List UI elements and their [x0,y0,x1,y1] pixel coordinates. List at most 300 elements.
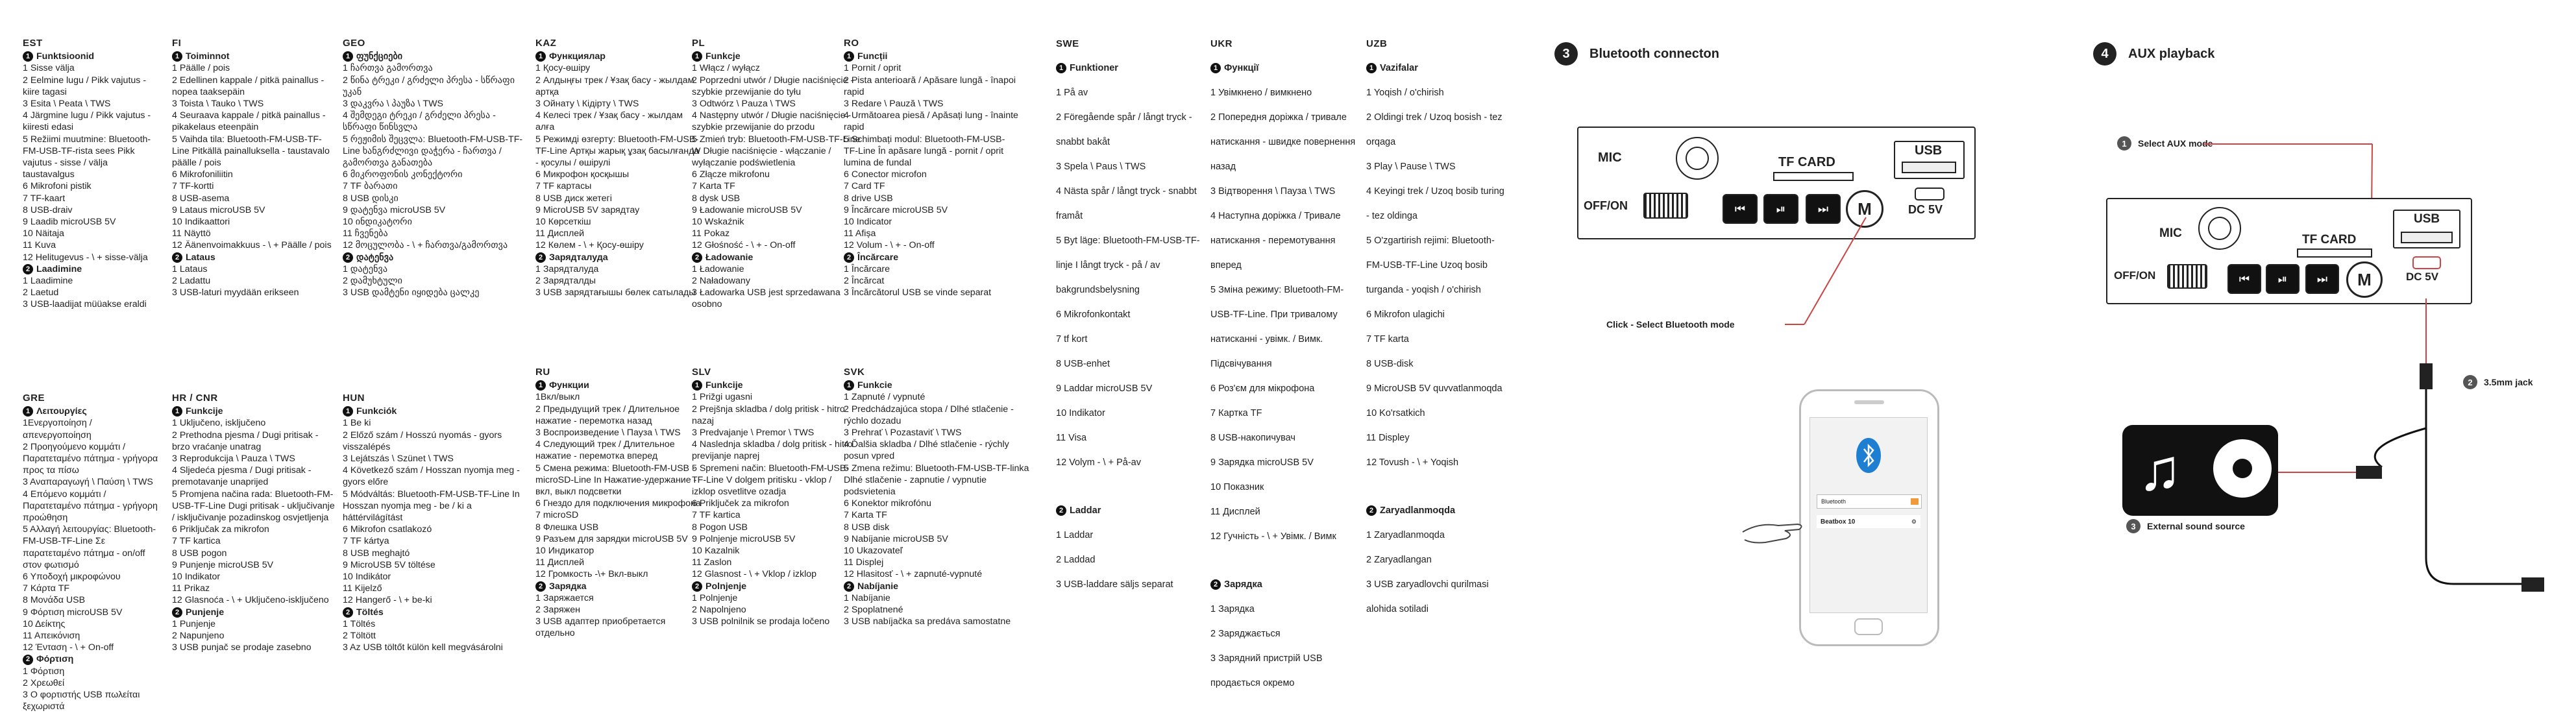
list-item: 12 Hlasitosť - \ + zapnuté-vypnuté [844,569,983,580]
list-item: 6 Микрофон қосқышы [535,169,630,180]
language-column [535,38,704,298]
section-heading [172,51,334,62]
list-item: 7 microSD [535,510,579,521]
section-number: 1 [692,380,702,391]
list-item: 11 ჩვენება [343,228,388,239]
list-item: 9 MicroUSB 5V quvvatlanmoqda [1366,383,1503,394]
list-item: 8 USB-накопичувач [1210,433,1295,443]
language-code: HR / CNR [172,393,218,404]
list-item: 7 TF ბარათი [343,181,398,192]
list-item: 2 Laetud [23,287,59,298]
list-item: 9 Laadib microUSB 5V [23,217,116,228]
list-item: 2 Χρεωθεί [23,677,65,688]
section-heading [23,51,159,62]
list-item: 1 Φόρτιση [23,666,65,677]
list-item: 10 Wskaźnik [692,217,744,228]
language-code: UKR [1210,38,1233,49]
section-title: Funkcije [705,380,743,391]
list-item: 1 Yoqish / o'chirish [1366,88,1444,98]
phone [1799,389,1939,646]
list-item: 2 Предыдущий трек / Длительное нажатие - перемотка назад [535,404,680,426]
list-item: 9 Ładowanie microUSB 5V [692,204,802,215]
list-item: 3 Αναπαραγωγή \ Παύση \ TWS [23,477,153,488]
section-number: 1 [23,406,33,417]
list-item: 2 Zaryadlangan [1366,555,1432,565]
language-column [692,367,854,627]
list-item: 3 USB polnilnik se prodaja ločeno [692,616,830,627]
list-item: 6 Mikrofon ulagichi [1366,309,1445,320]
list-item: 4 Nästa spår / långt tryck - snabbt framåt [1056,186,1197,221]
section-number: 2 [343,252,353,263]
usb-port [1902,162,1956,173]
next-button[interactable]: ⏭ [1806,194,1841,224]
section-number: 2 [1210,579,1221,590]
list-item: 6 Konektor mikrofónu [844,498,931,509]
list-item: 10 Показник [1210,482,1264,492]
list-item: 3 Reprodukcija \ Pauza \ TWS [172,454,295,465]
list-item: 3 Încărcătorul USB se vinde separat [844,287,992,298]
toggle-icon [1911,498,1919,505]
section-title: Ładowanie [705,252,754,263]
list-item: 11 Näyttö [172,228,211,239]
section-title: Töltés [356,607,384,618]
power-switch[interactable] [2167,264,2207,289]
section-title: Зарядка [549,581,587,592]
section-title: Funktsioonid [36,51,95,62]
language-code: UZB [1366,38,1388,49]
list-item: 2 Заряжен [535,605,580,616]
list-item: 7 Card TF [844,181,885,192]
usb-label: USB [1915,143,1943,158]
list-item: 2 Előző szám / Hosszú nyomás - gyors visszalépés [343,430,502,452]
bluetooth-toggle-row[interactable] [1817,494,1922,509]
section-title: Funkcje [705,51,741,62]
list-item: 9 MicroUSB 5V зарядтау [535,204,640,215]
list-item: 2 Spoplatnené [844,605,903,616]
list-item: 2 Prethodna pjesma / Dugi pritisak - brzo vraćanje unatrag [172,430,319,452]
list-item: 6 Гнездо для подключения микрофона [535,498,701,509]
annotation-number: 1 [2117,136,2131,151]
list-item: 9 Φόρτιση microUSB 5V [23,607,123,618]
section-number: 2 [23,264,33,274]
aux-annotation-3 [2126,519,2245,533]
list-item: 1 Zapnuté / vypnuté [844,392,926,403]
section-title: Функції [1224,63,1259,73]
section-title: დატენვა [356,252,394,263]
list-item: 11 Απεικόνιση [23,631,80,642]
mic-jack-inner [1686,147,1709,170]
section-heading [844,380,1032,391]
bluetooth-icon [1856,437,1882,474]
section-heading [692,51,861,62]
list-item: 4 Sljedeća pjesma / Dugi pritisak - premotavanje unaprijed [172,465,312,488]
list-item: 11 Prikaz [172,583,210,594]
list-item: 1 Laadimine [23,276,73,287]
list-item: 7 tf kort [1056,334,1088,345]
language-code: EST [23,38,43,49]
list-item: 11 Дисплей [1210,507,1260,517]
language-column [172,393,337,653]
list-item: 1 Zaryadlanmoqda [1366,530,1445,540]
tf-slot [1773,172,1854,181]
language-column [23,393,159,712]
list-item: 4 Следующий трек / Длительное нажатие - перемотка вперед [535,439,675,462]
list-item: 3 Lejátszás \ Szünet \ TWS [343,454,454,465]
section-heading [844,581,1032,592]
section-title: Funcții [857,51,888,62]
language-column [692,38,861,311]
list-item: 2 Poprzedni utwór / Długie naciśnięcie - szybkie przewijanie do tyłu [692,75,854,97]
list-item: 1 Ładowanie [692,263,744,274]
list-item: 1 På av [1056,88,1088,98]
aux-annotation-2 [2463,375,2533,389]
dc-label: DC 5V [1908,203,1943,216]
list-item: 3 USB зарядтағышы бөлек сатылады [535,287,696,298]
section-heading [343,405,524,417]
list-item: 3 დაკვრა \ პაუზა \ TWS [343,99,443,110]
section-heading [23,405,159,417]
list-item: 7 TF-kaart [23,193,66,204]
list-item: 5 Promjena načina rada: Bluetooth-FM-USB-TF-Line Dugi pritisak - uključivanje / isključivanje pozadinskog osvjetljenja [172,489,335,524]
list-item: 12 Volum - \ + - On-off [844,240,935,251]
spacer [1366,475,1509,493]
list-item: 3 Ойнату \ Кідірту \ TWS [535,99,639,110]
list-item: 8 USB-enhet [1056,359,1110,369]
section-number: 1 [844,380,854,391]
section-heading [1056,498,1205,523]
list-item: 1 Uključeno, isključeno [172,418,266,429]
section-title: Toiminnot [186,51,230,62]
list-item: 4 Seuraava kappale / pitkä painallus - pikakelaus eteenpäin [172,110,326,133]
list-item: 1 Päälle / pois [172,63,230,74]
language-column [1210,38,1360,696]
list-item: 8 Μονάδα USB [23,595,86,606]
list-item: 4 შემდეგი ტრეკი / გრძელი პრესა - სწრაფი წინსვლა [343,110,496,133]
list-item: 4 Următoarea piesă / Apăsați lung - înainte rapid [844,110,1018,133]
settings-icon: ⚙ [1911,518,1917,525]
list-item: 8 USB-asema [172,193,230,204]
section-title: Lataus [186,252,215,263]
section-heading [844,51,1019,62]
section-number: 1 [23,51,33,62]
list-item: 2 Naładowany [692,276,750,287]
next-button[interactable]: ⏭ [2305,264,2339,294]
list-item: 4 Keyingi trek / Uzoq bosib turing - tez oldinga [1366,186,1504,221]
home-button[interactable] [1854,618,1883,635]
list-item: 1 Sisse välja [23,63,75,74]
section-number: 2 [1366,505,1377,516]
list-item: 12 Volym - \ + På-av [1056,457,1141,468]
list-item: 1 Зарядталуда [535,263,599,274]
list-item: 6 Mikrofonkontakt [1056,309,1131,320]
prev-button[interactable]: ⏮ [2227,264,2261,294]
list-item: 12 Ένταση - \ + On-off [23,642,114,653]
list-item: 2 Oldingi trek / Uzoq bosish - tez orqaga [1366,112,1503,147]
list-item: 7 TF karta [1366,334,1409,345]
list-item: 1 Be ki [343,418,371,429]
section-number: 2 [535,581,546,592]
music-note-icon: ♫ [2138,438,2182,503]
list-item: 4 Ďalšia skladba / Dlhé stlačenie - rýchly posun vpred [844,439,1009,462]
tfcard-label: TF CARD [1778,155,1835,169]
list-item: 8 Pogon USB [692,522,748,533]
list-item: 1Ενεργοποίηση / απενεργοποίηση [23,418,92,441]
language-column [343,393,524,653]
hand-icon [1739,506,1811,551]
section-title: Зарядка [1224,579,1262,590]
list-item: 1 Töltés [343,618,376,629]
bluetooth-heading [1554,42,1719,66]
section-number: 1 [1210,63,1221,73]
list-item: 6 Priključek za mikrofon [692,498,789,509]
bluetooth-title: Bluetooth connecton [1589,46,1719,61]
section-number: 2 [172,252,182,263]
language-code: SWE [1056,38,1079,49]
section-heading [692,252,861,263]
list-item: 3 Ładowarka USB jest sprzedawana osobno [692,287,840,310]
section-number: 2 [844,581,854,592]
usb-port [2401,232,2453,243]
section-title: Funktioner [1070,63,1118,73]
list-item: 1 Заряжается [535,592,594,603]
section-number: 3 [1554,42,1578,66]
list-item: 9 Laddar microUSB 5V [1056,383,1153,394]
dc-port [2412,256,2441,269]
list-item: 6 Conector microfon [844,169,927,180]
phone-screen [1809,417,1928,613]
section-number: 2 [1056,505,1066,516]
section-number: 1 [535,380,546,391]
list-item: 1 Polnjenje [692,592,738,603]
section-heading [1210,56,1360,80]
list-item: 10 Ukazovateľ [844,546,903,557]
section-heading [172,252,334,263]
section-title: Vazifalar [1380,63,1418,73]
section-heading [844,252,1019,263]
list-item: 12 Көлем - \ + Қосу-өшіру [535,240,644,251]
list-item: 5 რეჟიმის შეცვლა: Bluetooth-FM-USB-TF-Line ხანგრძლივი დაჭერა - ჩართვა / გამორთვა განათება [343,134,523,169]
annotation-text: Select AUX mode [2138,138,2213,149]
list-item: 1 Laddar [1056,530,1094,540]
list-item: 5 Byt läge: Bluetooth-FM-USB-TF-linje I långt tryck - på / av bakgrundsbelysning [1056,236,1200,295]
list-item: 2 Eelmine lugu / Pikk vajutus - kiire tagasi [23,75,147,97]
device-name: Beatbox 10 [1821,518,1856,526]
play-pause-button[interactable]: ⏯ [1763,194,1798,224]
section-heading [343,51,524,62]
device-list-item[interactable] [1817,515,1920,528]
list-item: 3 USB-laddare säljs separat [1056,579,1173,590]
click-wheel [2213,439,2272,498]
language-column [1056,38,1205,597]
list-item: 5 Vaihda tila: Bluetooth-FM-USB-TF-Line Pitkällä painalluksella - taustavalo päälle / pois [172,134,330,169]
tfcard-label: TF CARD [2302,233,2357,247]
speaker-panel-aux [2106,198,2472,304]
list-item: 2 Föregående spår / långt tryck - snabbt bakåt [1056,112,1192,147]
section-number: 2 [692,252,702,263]
list-item: 7 TF kartica [172,536,221,547]
list-item: 10 Көрсеткіш [535,217,591,228]
list-item: 12 მოცულობა - \ + ჩართვა/გამორთვა [343,240,508,251]
list-item: 3 Play \ Pause \ TWS [1366,162,1456,172]
section-heading [172,607,337,618]
mode-button[interactable]: M [2346,261,2383,298]
list-item: 4 Келесі трек / Ұзақ басу - жылдам алға [535,110,683,133]
list-item: 10 Indikátor [343,572,391,583]
list-item: 4 Επόμενο κομμάτι / Παρατεταμένο πάτημα - γρήγορη προώθηση [23,489,158,524]
section-title: ფუნქციები [356,51,403,62]
list-item: 7 TF-kortti [172,181,214,192]
section-heading [1056,56,1205,80]
section-number: 1 [1056,63,1066,73]
list-item: 1 დატენვა [343,263,388,274]
language-column [23,38,159,311]
list-item: 3 Воспроизведение \ Пауза \ TWS [535,428,681,439]
list-item: 5 Zmena režimu: Bluetooth-FM-USB-TF-linka Dlhé stlačenie - zapnutie / vypnutie podsvietenia [844,463,1029,498]
annotation-number: 3 [2126,519,2141,533]
section-number: 2 [23,655,33,665]
list-item: 8 USB диск жетегі [535,193,612,204]
offon-label: OFF/ON [2114,269,2156,282]
language-code: SVK [844,367,865,378]
list-item: 5 O'zgartirish rejimi: Bluetooth-FM-USB-TF-Line Uzoq bosib turganda - yoqish / o'chirish [1366,236,1495,295]
list-item: 10 Indicator [844,217,892,228]
list-item: 5 Зміна режиму: Bluetooth-FM-USB-TF-Line. При тривалому натисканні - увімк. / Вимк. Підсвічування [1210,285,1344,369]
section-title: Nabíjanie [857,581,899,592]
section-number: 1 [172,406,182,417]
section-heading [1366,56,1509,80]
list-item: 11 Дисплей [535,557,585,568]
list-item: 12 Hangerő - \ + be-ki [343,595,432,606]
section-title: Φόρτιση [36,654,74,665]
list-item: 9 Зарядка microUSB 5V [1210,457,1314,468]
list-item: 5 Schimbați modul: Bluetooth-FM-USB-TF-Line În apăsare lungă - pornit / oprit lumina de fundal [844,134,1005,169]
list-item: 6 Mikrofoni pistik [23,181,92,192]
list-item: 10 Näitaja [23,228,64,239]
list-item: 11 Displej [844,557,884,568]
list-item: 11 Kijelző [343,583,382,594]
list-item: 7 Картка TF [1210,408,1262,418]
play-pause-button[interactable]: ⏯ [2266,264,2300,294]
section-heading [343,607,524,618]
language-code: RO [844,38,859,49]
list-item: 1 Prižgi ugasni [692,392,753,403]
spacer [1210,549,1360,567]
list-item: 2 წინა ტრეკი / გრძელი პრესა - სწრაფი უკან [343,75,515,97]
list-item: 5 Режимді өзгерту: Bluetooth-FM-USB-TF-Line Артқы жарық ұзақ басылғанда - қосулы / өшірулі [535,134,700,169]
list-item: 2 Pista anterioară / Apăsare lungă - înapoi rapid [844,75,1016,97]
list-item: 5 Módváltás: Bluetooth-FM-USB-TF-Line In Hosszan nyomja meg - be / ki a háttérvilágítást [343,489,520,524]
language-code: PL [692,38,705,49]
list-item: 3 Odtwórz \ Pauza \ TWS [692,99,796,110]
list-item: 1 Punjenje [172,618,216,629]
section-heading [692,380,854,391]
language-code: GRE [23,393,45,404]
section-heading [535,581,704,592]
list-item: 2 Алдыңғы трек / Ұзақ басу - жылдам артқа [535,75,694,97]
list-item: 3 USB punjač se prodaje zasebno [172,642,312,653]
list-item: 7 TF картасы [535,181,592,192]
prev-button[interactable]: ⏮ [1723,194,1758,224]
list-item: 8 USB-disk [1366,359,1414,369]
list-item: 9 Polnjenje microUSB 5V [692,533,796,544]
mode-button[interactable]: M [1846,190,1883,228]
list-item: 11 Displey [1366,433,1410,443]
section-number: 1 [343,406,353,417]
list-item: 1 Włącz / wyłącz [692,63,760,74]
list-item: 3 Redare \ Pauză \ TWS [844,99,944,110]
usb-port-frame [1894,141,1965,179]
section-heading [1210,572,1360,597]
list-item: 3 USB დამტენი იყიდება ცალკე [343,287,480,298]
list-item: 2 Napolnjeno [692,605,746,616]
list-item: 8 USB pogon [172,548,227,559]
list-item: 8 USB meghajtó [343,548,410,559]
section-number: 1 [343,51,353,62]
list-item: 3 Predvajanje \ Premor \ TWS [692,428,815,439]
list-item: 10 Δείκτης [23,618,66,629]
aux-annotation-1 [2117,136,2213,151]
list-item: 9 Nabíjanie microUSB 5V [844,533,948,544]
list-item: 7 TF kártya [343,536,389,547]
section-number: 1 [692,51,702,62]
section-heading [535,380,704,391]
click-wheel-center [2233,459,2252,478]
list-item: 3 Зарядний пристрій USB продається окремо [1210,653,1323,688]
usb-port-frame [2393,210,2460,248]
annotation-text: External sound source [2147,521,2245,531]
list-item: 6 Mikrofon csatlakozó [343,524,432,535]
aux-title: AUX playback [2128,46,2215,61]
list-item: 8 USB disk [844,522,890,533]
list-item: 11 Visa [1056,433,1087,443]
list-item: 11 Pokaz [692,228,730,239]
mic-label: MIC [2159,226,2182,240]
section-number: 2 [535,252,546,263]
list-item: 12 Äänenvoimakkuus - \ + Päälle / pois [172,240,332,251]
section-title: Polnjenje [705,581,747,592]
section-number: 2 [343,607,353,618]
language-column [535,367,704,640]
list-item: 1 Lataus [172,263,208,274]
list-item: 12 Glasnost - \ + Vklop / izklop [692,569,817,580]
list-item: 7 Karta TF [692,181,735,192]
list-item: 2 Töltött [343,631,376,642]
spacer [1056,475,1205,493]
list-item: 10 Индикатор [535,546,595,557]
list-item: 1 Зарядка [1210,604,1255,614]
list-item: 1 Nabíjanie [844,592,890,603]
language-column [172,38,334,298]
section-heading [692,581,854,592]
list-item: 2 Încărcat [844,276,885,287]
list-item: 6 მიკროფონის კონექტორი [343,169,463,180]
list-item: 12 Helitugevus - \ + sisse-välja [23,252,148,263]
tf-slot [2297,248,2372,258]
section-title: Funkcije [186,406,223,417]
list-item: 10 Indikator [1056,408,1105,418]
section-title: Λειτουργίες [36,406,87,417]
list-item: 1 Pornit / oprit [844,63,902,74]
external-player [2122,425,2278,516]
list-item: 3 USB адаптер приобретается отдельно [535,616,666,639]
list-item: 12 Гучність - \ + Увімк. / Вимк [1210,531,1336,542]
list-item: 1 Încărcare [844,263,890,274]
list-item: 8 Флешка USB [535,522,599,533]
section-number: 4 [2093,42,2116,66]
list-item: 9 Lataus microUSB 5V [172,204,265,215]
list-item: 5 Αλλαγή λειτουργίας: Bluetooth-FM-USB-TF-Line Σε παρατεταμένο πάτημα - on/off στον φωτισμό [23,524,156,570]
section-title: Zaryadlanmoqda [1380,505,1456,516]
